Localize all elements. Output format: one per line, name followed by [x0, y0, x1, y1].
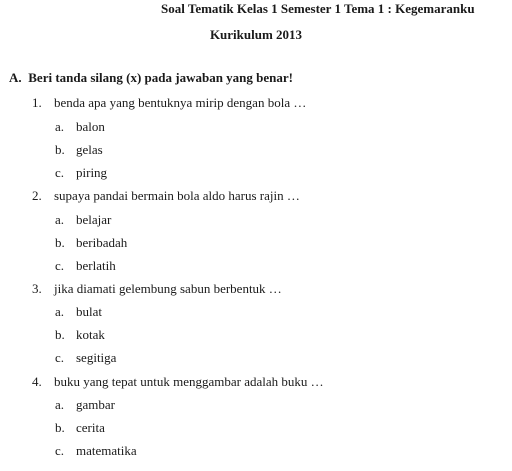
question-text: benda apa yang bentuknya mirip dengan bola … — [54, 95, 307, 110]
option-2c — [55, 258, 116, 274]
question-4 — [32, 374, 324, 390]
question-2 — [32, 188, 300, 204]
option-text: belajar — [76, 212, 112, 227]
option-text: piring — [76, 165, 108, 180]
option-letter: b. — [55, 420, 65, 435]
option-text: cerita — [76, 420, 105, 435]
section-heading — [9, 70, 293, 86]
document-subtitle: Kurikulum 2013 — [209, 27, 303, 42]
option-3a — [55, 304, 102, 320]
option-1a — [55, 119, 105, 135]
option-4a — [55, 397, 115, 413]
option-text: gelas — [76, 142, 103, 157]
option-text: matematika — [76, 443, 137, 458]
option-letter: b. — [55, 142, 65, 157]
option-letter: c. — [55, 443, 65, 458]
option-letter: b. — [55, 235, 65, 250]
option-text: balon — [76, 119, 105, 134]
option-letter: a. — [55, 304, 65, 319]
question-number: 4. — [32, 374, 42, 389]
section-instruction: Beri tanda silang (x) pada jawaban yang benar! — [28, 70, 293, 85]
option-1b — [55, 142, 103, 158]
option-3c — [55, 350, 116, 366]
option-letter: a. — [55, 212, 65, 227]
option-2b — [55, 235, 127, 251]
question-number: 3. — [32, 281, 42, 296]
option-letter: c. — [55, 350, 65, 365]
question-1 — [32, 95, 306, 111]
section-letter: A. — [9, 70, 22, 85]
document-title-text: Soal Tematik Kelas 1 Semester 1 Tema 1 : Kegemaranku — [161, 1, 475, 16]
option-letter: a. — [55, 119, 65, 134]
option-text: kotak — [76, 327, 105, 342]
question-text: buku yang tepat untuk menggambar adalah buku … — [54, 374, 324, 389]
option-text: segitiga — [76, 350, 117, 365]
option-3b — [55, 327, 105, 343]
option-text: berlatih — [76, 258, 116, 273]
option-1c — [55, 165, 107, 181]
option-text: beribadah — [76, 235, 128, 250]
option-4b — [55, 420, 105, 436]
option-letter: c. — [55, 258, 65, 273]
option-letter: c. — [55, 165, 65, 180]
question-number: 1. — [32, 95, 42, 110]
question-number: 2. — [32, 188, 42, 203]
document-title — [28, 1, 512, 17]
option-2a — [55, 212, 111, 228]
option-text: bulat — [76, 304, 102, 319]
question-text: jika diamati gelembung sabun berbentuk … — [54, 281, 282, 296]
question-3 — [32, 281, 282, 297]
option-text: gambar — [76, 397, 115, 412]
option-letter: b. — [55, 327, 65, 342]
question-text: supaya pandai bermain bola aldo harus rajin … — [54, 188, 300, 203]
option-letter: a. — [55, 397, 65, 412]
option-4c — [55, 443, 137, 459]
